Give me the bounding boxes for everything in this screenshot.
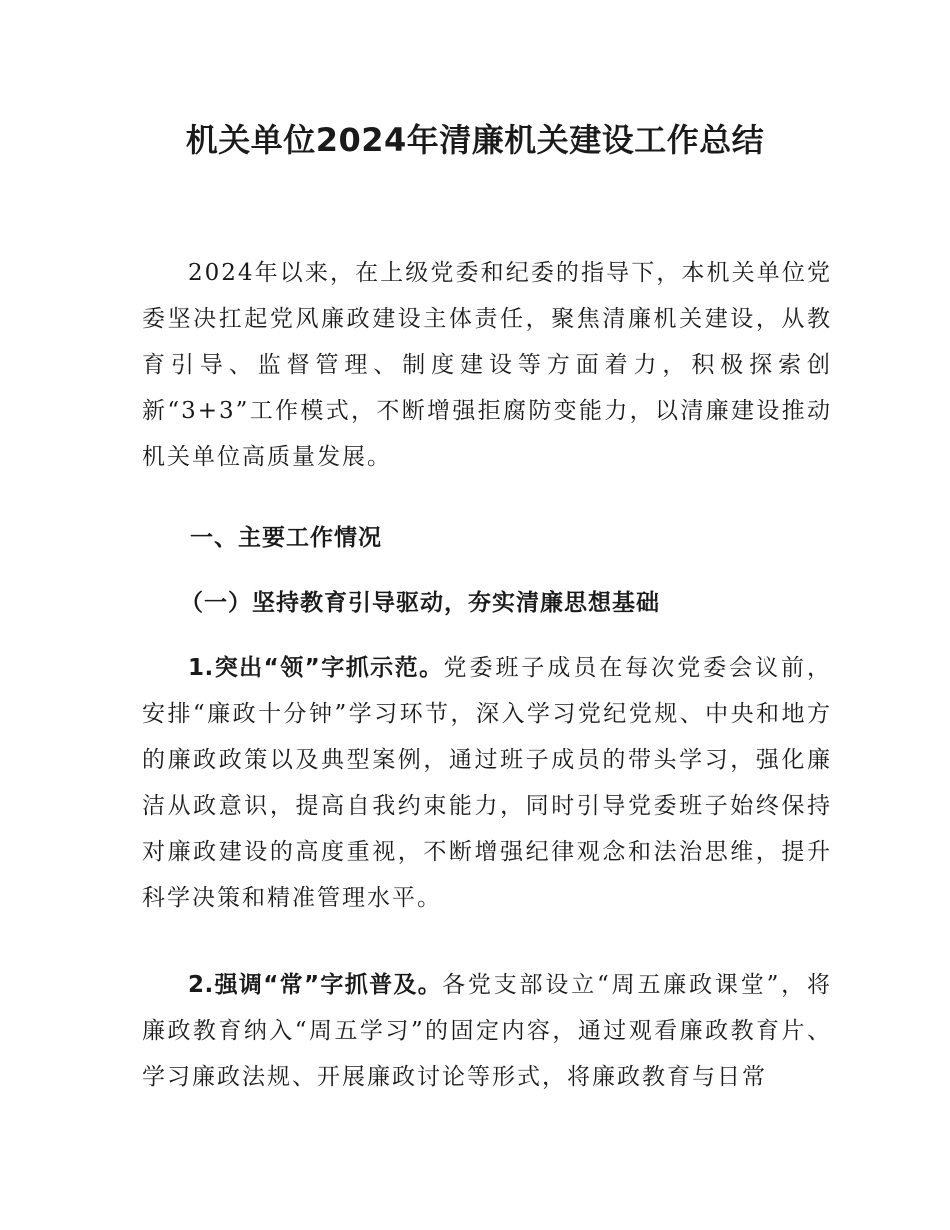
section-heading: 一、主要工作情况 (190, 525, 382, 551)
item-paragraph-1 (142, 645, 832, 921)
item-lead-1: 1.突出“领”字抓示范。 (188, 655, 444, 681)
subsection-heading: （一）坚持教育引导驱动，夯实清廉思想基础 (180, 590, 660, 616)
item-paragraph-2 (142, 962, 832, 1100)
intro-paragraph: 2024年以来，在上级党委和纪委的指导下，本机关单位党委坚决扛起党风廉政建设主体责任，聚焦清廉机关建设，从教育引导、监督管理、制度建设等方面着力，积极探索创新“3+3”工作模式，不断增强拒腐防变能力，以清廉建设推动机关单位高质量发展。 (142, 260, 832, 470)
item-body-1: 党委班子成员在每次党委会议前，安排“廉政十分钟”学习环节，深入学习党纪党规、中央和地方的廉政政策以及典型案例，通过班子成员的带头学习，强化廉洁从政意识，提高自我约束能力，同时引导党委班子始终保持对廉政建设的高度重视，不断增强纪律观念和法治思维，提升科学决策和精准管理水平。 (142, 655, 832, 911)
item-lead-2: 2.强调“常”字抓普及。 (188, 972, 443, 998)
document-title: 机关单位2024年清廉机关建设工作总结 (185, 121, 765, 159)
item-body-2: 各党支部设立“周五廉政课堂”，将廉政教育纳入“周五学习”的固定内容，通过观看廉政教育片、学习廉政法规、开展廉政讨论等形式，将廉政教育与日常 (142, 972, 832, 1090)
